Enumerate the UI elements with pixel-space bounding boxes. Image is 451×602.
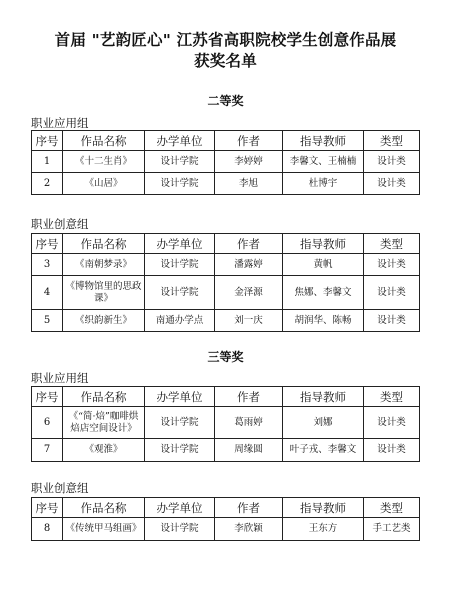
table-row (32, 439, 420, 462)
cell-category: 设计类 (364, 173, 420, 195)
cell-school: 设计学院 (145, 276, 215, 310)
third-prize-heading: 三等奖 (207, 350, 244, 364)
cell-category: 设计类 (364, 310, 420, 332)
table-header-row (32, 498, 420, 518)
cell-number: 8 (32, 518, 63, 541)
cell-work-title: 《博物馆里的思政课》 (63, 276, 145, 310)
cell-author: 周缘圆 (215, 439, 283, 462)
cell-author: 金泽源 (215, 276, 283, 310)
header-work-title: 作品名称 (63, 234, 145, 254)
table-row (32, 173, 420, 195)
table-row (32, 518, 420, 541)
table-header-row (32, 234, 420, 254)
cell-work-title: 《传统甲马组画》 (63, 518, 145, 541)
header-category: 类型 (364, 234, 420, 254)
second-prize-applied-table (31, 130, 420, 195)
cell-category: 设计类 (364, 254, 420, 276)
header-advisor: 指导教师 (283, 234, 364, 254)
header-work-title: 作品名称 (63, 387, 145, 407)
cell-category: 手工艺类 (364, 518, 420, 541)
second-prize-heading: 二等奖 (207, 94, 244, 108)
cell-work-title: 《“简·焙”咖啡烘焙店空间设计》 (63, 407, 145, 439)
cell-school: 设计学院 (145, 151, 215, 173)
cell-advisor: 胡润华、陈畅 (283, 310, 364, 332)
header-school: 办学单位 (145, 131, 215, 151)
cell-school: 设计学院 (145, 518, 215, 541)
cell-advisor: 焦娜、李馨文 (283, 276, 364, 310)
cell-number: 1 (32, 151, 63, 173)
cell-advisor: 王东方 (283, 518, 364, 541)
cell-advisor: 刘娜 (283, 407, 364, 439)
second-prize-applied-group-label: 职业应用组 (31, 116, 89, 130)
cell-author: 刘一庆 (215, 310, 283, 332)
header-author: 作者 (215, 131, 283, 151)
table-row (32, 407, 420, 439)
header-author: 作者 (215, 498, 283, 518)
table-row (32, 276, 420, 310)
third-prize-creative-group-label: 职业创意组 (31, 481, 89, 495)
cell-number: 3 (32, 254, 63, 276)
cell-school: 南通办学点 (145, 310, 215, 332)
table-row (32, 254, 420, 276)
page-title: 首届 "艺韵匠心" 江苏省高职院校学生创意作品展 (54, 31, 397, 49)
cell-number: 7 (32, 439, 63, 462)
cell-author: 潘露婷 (215, 254, 283, 276)
header-advisor: 指导教师 (283, 498, 364, 518)
third-prize-creative-table (31, 497, 420, 541)
header-work-title: 作品名称 (63, 498, 145, 518)
header-school: 办学单位 (145, 234, 215, 254)
cell-category: 设计类 (364, 407, 420, 439)
header-category: 类型 (364, 131, 420, 151)
header-number: 序号 (32, 387, 63, 407)
cell-school: 设计学院 (145, 439, 215, 462)
table-header-row (32, 387, 420, 407)
header-number: 序号 (32, 234, 63, 254)
cell-author: 李旭 (215, 173, 283, 195)
header-advisor: 指导教师 (283, 131, 364, 151)
third-prize-applied-table (31, 386, 420, 462)
cell-number: 5 (32, 310, 63, 332)
page-subtitle: 获奖名单 (194, 52, 257, 70)
second-prize-creative-group-label: 职业创意组 (31, 217, 89, 231)
cell-advisor: 杜博宇 (283, 173, 364, 195)
table-header-row (32, 131, 420, 151)
cell-advisor: 李馨文、王楠楠 (283, 151, 364, 173)
header-author: 作者 (215, 234, 283, 254)
header-category: 类型 (364, 498, 420, 518)
cell-advisor: 叶子戎、李馨文 (283, 439, 364, 462)
header-school: 办学单位 (145, 498, 215, 518)
cell-number: 2 (32, 173, 63, 195)
header-work-title: 作品名称 (63, 131, 145, 151)
cell-work-title: 《观淮》 (63, 439, 145, 462)
cell-advisor: 黄帆 (283, 254, 364, 276)
cell-number: 6 (32, 407, 63, 439)
cell-category: 设计类 (364, 276, 420, 310)
cell-school: 设计学院 (145, 254, 215, 276)
cell-category: 设计类 (364, 151, 420, 173)
header-category: 类型 (364, 387, 420, 407)
cell-school: 设计学院 (145, 407, 215, 439)
cell-work-title: 《山居》 (63, 173, 145, 195)
cell-work-title: 《十二生肖》 (63, 151, 145, 173)
second-prize-creative-table (31, 233, 420, 332)
cell-category: 设计类 (364, 439, 420, 462)
cell-work-title: 《织韵新生》 (63, 310, 145, 332)
table-row (32, 310, 420, 332)
header-number: 序号 (32, 498, 63, 518)
header-number: 序号 (32, 131, 63, 151)
header-advisor: 指导教师 (283, 387, 364, 407)
header-school: 办学单位 (145, 387, 215, 407)
cell-author: 李婷婷 (215, 151, 283, 173)
header-author: 作者 (215, 387, 283, 407)
table-row (32, 151, 420, 173)
cell-author: 李欣颖 (215, 518, 283, 541)
cell-work-title: 《南朝梦录》 (63, 254, 145, 276)
cell-author: 葛雨婷 (215, 407, 283, 439)
third-prize-applied-group-label: 职业应用组 (31, 371, 89, 385)
cell-number: 4 (32, 276, 63, 310)
cell-school: 设计学院 (145, 173, 215, 195)
